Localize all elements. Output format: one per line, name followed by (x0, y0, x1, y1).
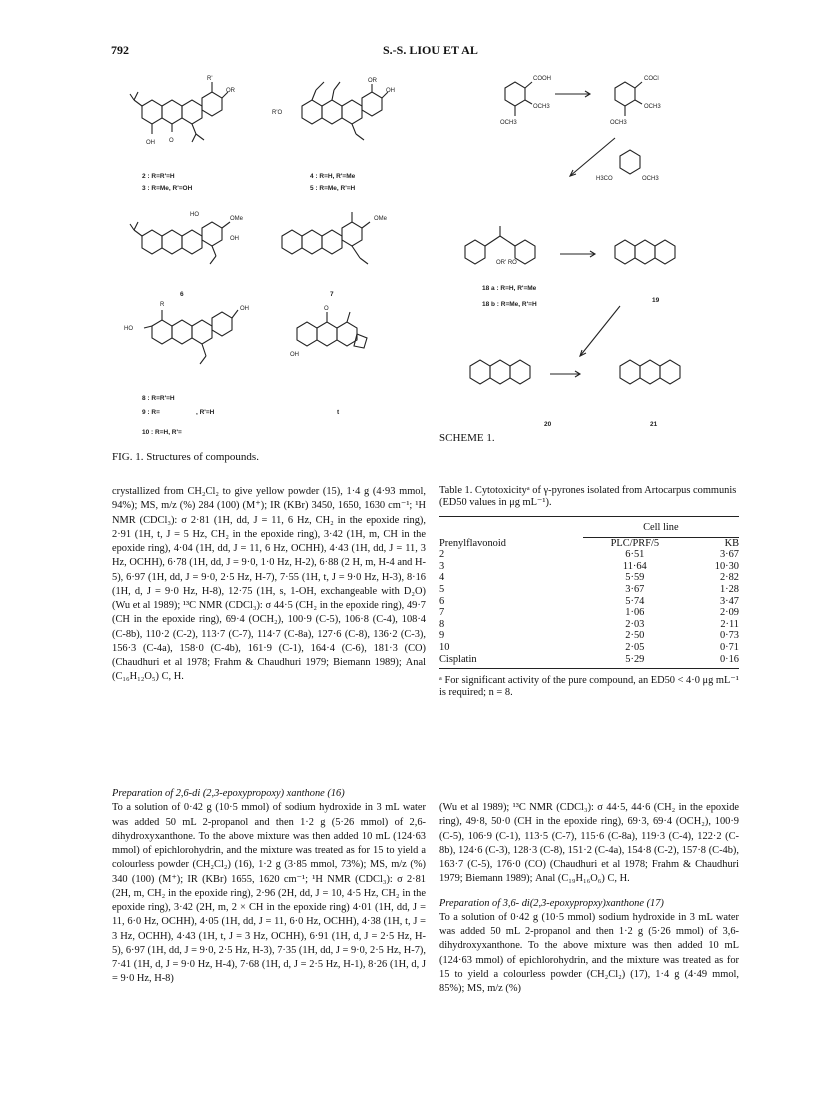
table-row (439, 549, 739, 561)
table-row (439, 572, 739, 584)
cell: 3 (439, 560, 445, 572)
col-kb: KB (724, 537, 739, 549)
atom-och3-e: OCH3 (642, 176, 659, 182)
table-header-group: Cell line (643, 522, 679, 533)
right-column-bottom (439, 801, 739, 996)
cell: 3·47 (719, 595, 739, 607)
table-body (439, 522, 739, 665)
label-c2: 2 : R=R'=H (142, 173, 175, 180)
cell: 10 (439, 641, 450, 653)
table-row (439, 619, 739, 631)
cell: 0·73 (719, 630, 739, 642)
section-heading-17: Preparation of 3,6- di(2,3-epoxypropxy)xanthone (17) (439, 897, 664, 909)
table-row (439, 607, 739, 619)
atom-cooh: COOH (533, 76, 551, 82)
atom-och3-c: OCH3 (644, 104, 661, 110)
label-c9b: , R'=H (196, 409, 215, 416)
label-c10: 10 : R=H, R'= (142, 429, 182, 436)
cell: 2·11 (720, 618, 739, 630)
atom-rp: R' (207, 76, 213, 82)
table-row (439, 584, 739, 596)
label-21: 21 (650, 421, 658, 426)
atom-or: OR (226, 88, 235, 94)
table-footnote: ᵃ For significant activity of the pure compound, an ED50 < 4·0 μg mL⁻¹ is required; n = 8. (439, 675, 739, 699)
compound-7-structure (282, 212, 370, 264)
cell: 6·51 (625, 549, 645, 561)
col-plc: PLC/PRF/5 (610, 537, 660, 549)
label-18b: 18 b : R=Me, R'=H (482, 301, 537, 308)
compound-4-5-structure (302, 82, 388, 140)
table-1 (439, 485, 739, 699)
scheme-caption: SCHEME 1. (439, 432, 495, 444)
label-20: 20 (544, 421, 552, 426)
table-caption: Table 1. Cytotoxicityᵃ of γ-pyrones isolated from Artocarpus communis (ED50 values in μg mL⁻¹). (439, 485, 737, 508)
page-number: 792 (111, 43, 129, 57)
atom-ome: OMe (230, 216, 244, 222)
cell: 9 (439, 630, 445, 642)
label-c8: 8 : R=R'=H (142, 395, 175, 402)
atom-och3-b: OCH3 (500, 120, 517, 126)
cell: 5 (439, 583, 445, 595)
col-prenylflavonoid: Prenylflavonoid (439, 537, 506, 549)
left-column-top (112, 485, 426, 685)
cell: 11·64 (622, 560, 647, 572)
left-column-bottom (112, 787, 426, 987)
cell: 2·09 (719, 607, 739, 619)
atom-o-2: O (324, 306, 329, 312)
atom-h3co: H3CO (596, 176, 613, 182)
label-c3: 3 : R=Me, R'=OH (142, 185, 193, 192)
paragraph-compound-17: To a solution of 0·42 g (10·5 mmol) sodium hydroxide in 3 mL water was added 50 mL 2-propanol and then 1·2 g (5·26 mmol) of 3,6-dihydroxyxanthone. To the above mixture was then added 10 mL (124·63 mmol) of epichlorohydrin, and the mixture was treated as for 15 to yield a colourless powder (CH₂Cl₂) (17), 1·4 g (4·49 mmol, 85%); MS, m/z (%) (439, 911, 739, 994)
label-c6: 6 (180, 291, 184, 298)
cell: 5·29 (625, 653, 645, 665)
cell: 2 (439, 549, 445, 561)
cell: 3·67 (719, 549, 739, 561)
atom-oh-4: OH (240, 306, 249, 312)
label-19: 19 (652, 297, 660, 304)
cell: 4 (439, 572, 445, 584)
atom-or-ro: OR' RO (496, 260, 517, 266)
compound-2-3-structure (130, 82, 228, 142)
cell: 0·71 (719, 641, 739, 653)
scheme-row-3 (470, 360, 680, 384)
cell: 6 (439, 595, 445, 607)
cell: 5·74 (625, 595, 645, 607)
table-row (439, 596, 739, 608)
section-heading-16: Preparation of 2,6-di (2,3-epoxypropoxy) xanthone (16) (112, 788, 345, 799)
label-c9: 9 : R= (142, 409, 160, 416)
compound-t-structure (297, 312, 367, 348)
table-row (439, 630, 739, 642)
atom-oh-3: OH (230, 236, 239, 242)
paragraph-compound-16: To a solution of 0·42 g (10·5 mmol) of sodium hydroxide in 3 mL water was added 50 mL 2-propanol and then 1·2 g (5·26 mmol) of 2,6-dihydroxyxanthone. To the above mixture was then added 10 mL (124·63 mmol) of epichlorohydrin, and the mixture was treated as for 15 to yield a colourless powder (CH₂Cl₂) (16), 1·2 g (3·85 mmol, 73%); MS, m/z (%) 340 (100) (M⁺); IR (KBr) 1655, 1620 cm⁻¹; ¹H NMR (CDCl₃): σ 2·81 (2H, m, CH₂ in the epoxide ring), 2·96 (2H, dd, J = 10, 4·5 Hz, CH₂ in the epoxide ring), 3·42 (2H, m, 2 × CH in the epoxide ring) 4·01 (1H, dd, J = 11, 6·0 Hz, OCHH), 4·05 (1H, dd, J = 11, 6·0 Hz, OCHH), 4·38 (1H, t, J = 3 Hz, OCHH), 4·43 (1H, t, J = 3 Hz, OCHH), 6·91 (1H, d, J = 2·5 Hz, H-5), 6·97 (1H, dd, J = 9·0, 2·5 Hz, H-3), 7·35 (1H, dd, J = 9·0, 2·5 Hz, H-7), 7·41 (1H, d, J = 9·0 Hz, H-4), 7·68 (1H, d, J = 2·5 Hz, H-1), 8·26 (1H, d, J = 9·0 Hz, H-8) (112, 802, 426, 985)
cell: Cisplatin (439, 653, 477, 665)
atom-ro: R'O (272, 110, 283, 116)
atom-r: R (160, 302, 165, 308)
cell: 10·30 (714, 560, 739, 572)
table-row (439, 561, 739, 573)
cell: 7 (439, 607, 445, 619)
label-c7: 7 (330, 291, 334, 298)
cell: 2·05 (625, 641, 645, 653)
atom-oh-2: OH (386, 88, 395, 94)
atom-ho: HO (190, 212, 199, 218)
atom-ho-2: HO (124, 326, 133, 332)
scheme-1 (440, 66, 730, 426)
cell: 1·06 (625, 607, 645, 619)
cell: 8 (439, 618, 445, 630)
cell: 0·16 (719, 653, 739, 665)
cell: 1·28 (719, 583, 739, 595)
cell: 3·67 (625, 583, 645, 595)
atom-och3-a: OCH3 (533, 104, 550, 110)
compound-6-structure (130, 222, 230, 264)
label-18a: 18 a : R=H, R'=Me (482, 285, 537, 292)
compound-8-10-structure (144, 310, 238, 364)
paragraph-compound-16-cont: (Wu et al 1989); ¹³C NMR (CDCl₃): σ 44·5, 44·6 (CH₂ in the epoxide ring), 49·8, 50·0 (CH in the epoxide ring), 69·3, 69·4 (OCH₂), 100·9 (C-5), 106·9 (C-1), 113·5 (C-7), 115·6 (C-8a), 119·3 (C-4), 122·2 (C-8b), 124·6 (C-3), 128·3 (C-8), 151·2 (C-4a), 154·8 (C-2), 157·8 (C-4b), 163·7 (C-5), 176·0 (CO) (Chaudhuri et al 1978; Frahm & Chaudhuri 1979; Biemann 1989); Anal (C₁₉H₁₆O₆) C, H. (439, 802, 739, 885)
atom-oh: OH (146, 140, 155, 146)
running-head: S.-S. LIOU ET AL (383, 43, 478, 57)
atom-och3-d: OCH3 (610, 120, 627, 126)
scheme-row-1 (505, 82, 642, 176)
cell: 2·82 (719, 572, 739, 584)
cell: 2·03 (625, 618, 645, 630)
label-ct: t (337, 409, 340, 416)
atom-or-2: OR (368, 78, 377, 84)
table-row (439, 642, 739, 654)
cell: 5·59 (625, 572, 645, 584)
label-c5: 5 : R=Me, R'=H (310, 185, 356, 192)
table-row (439, 654, 739, 666)
atom-ome-2: OMe (374, 216, 388, 222)
label-c4: 4 : R=H, R'=Me (310, 173, 356, 180)
figure-caption: FIG. 1. Structures of compounds. (112, 451, 259, 463)
atom-o: O (169, 138, 174, 144)
structures-figure (112, 66, 427, 451)
paragraph-compound-15: crystallized from CH₂Cl₂ to give yellow powder (15), 1·4 g (4·93 mmol, 94%); MS, m/z (%) 284 (100) (M⁺); IR (KBr) 3450, 1650, 1630 cm⁻¹; ¹H NMR (CDCl₃): σ 2·81 (1H, dd, J = 11, 6 Hz, CH₂ in the epoxide ring), 2·91 (1H, t, J = 5 Hz, CH₂ in the epoxide ring), 3·42 (1H, m, CH in the epoxide ring), 4·04 (1H, dd, J = 11, 6 Hz, OCHH), 4·43 (1H, dd, J = 11, 3 Hz, OCHH), 6·78 (1H, dd, J = 9·0, 1·0 Hz, H-2), 6·88 (2 H, m, H-4 and H-5), 6·97 (1H, dd, J = 9·0, 2·5 Hz, H-7), 7·55 (1H, t, J = 9·0 Hz, H-3), 8·16 (1H, d, J = 9·0 Hz, H-8), 12·75 (1H, s, 1-OH, exchangeable with D₂O) (Wu et al 1989); ¹³C NMR (CDCl₃): σ 44·5 (CH₂ in the epoxide ring), 49·7 (CH in the epoxide ring), 69·4 (OCH₂), 100·9 (C-5), 106·8 (C-4), 108·4 (C-8b), 110·2 (C-2), 113·7 (C-7), 114·7 (C-8a), 127·6 (C-8), 136·2 (C-3), 156·3 (C-4a), 158·0 (C-4b), 161·9 (C-1), 164·4 (C-6), 181·3 (CO) (Chaudhuri et al 1978; Frahm & Chaudhuri 1979; Biemann 1989); Anal (C₁₆H₁₂O₅) C, H. (112, 486, 426, 683)
cell: 2·50 (625, 630, 645, 642)
atom-oh-5: OH (290, 352, 299, 358)
atom-cocl: COCl (644, 76, 659, 82)
